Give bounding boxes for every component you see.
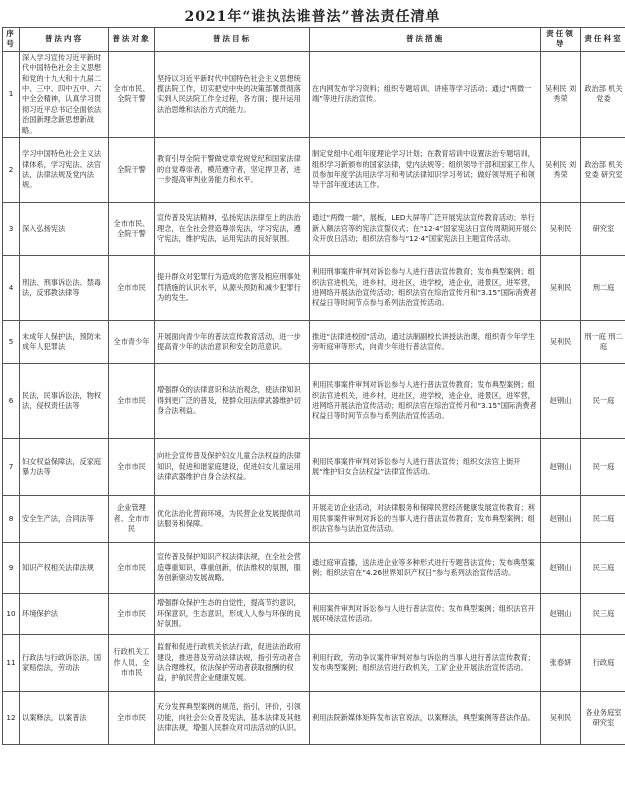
- table-row: [3, 256, 625, 321]
- cell-dept: 民一庭: [581, 364, 625, 439]
- cell-content: 民法，民事诉讼法，物权法，侵权责任法等: [20, 364, 109, 439]
- table-row: [3, 321, 625, 364]
- responsibility-table: [2, 27, 625, 745]
- cell-measures: 利用行政，劳动争议案件审判对参与诉讼的当事人进行普法宣传教育；发布典型案例；组织法官进行政机关，工矿企业开展法治宣传活动。: [310, 635, 541, 692]
- cell-leader: 赵钢山: [541, 364, 581, 439]
- header-cell: 普法目标: [155, 28, 310, 52]
- cell-target: 全市市民: [109, 692, 155, 745]
- cell-no: 4: [3, 256, 20, 321]
- cell-leader: 吴利民 刘秀荣: [541, 51, 581, 137]
- cell-measures: 利用案件审判对诉讼参与人进行普法宣传；发布典型案例；组织法官开展环境法宣传活动。: [310, 594, 541, 635]
- cell-leader: 赵钢山: [541, 594, 581, 635]
- header-cell: 序号: [3, 28, 20, 52]
- table-row: [3, 692, 625, 745]
- cell-measures: 利用民事案件审判对诉讼参与人进行普法宣传；组织女法官上街开展“维护妇女合法权益”法律宣传活动。: [310, 439, 541, 496]
- cell-dept: 民一庭: [581, 439, 625, 496]
- table-row: [3, 635, 625, 692]
- cell-goal: 增强群众保护生态的自觉性，提高节约意识，环保意识，生态意识，形成人人参与环保的良好氛围。: [155, 594, 310, 635]
- cell-target: 全市市民: [109, 594, 155, 635]
- cell-leader: 吴利民: [541, 256, 581, 321]
- cell-no: 3: [3, 203, 20, 256]
- cell-leader: 吴利民 刘秀荣: [541, 138, 581, 203]
- cell-target: 企业管理者、全市市民: [109, 496, 155, 543]
- cell-content: 知识产权相关法律法规: [20, 543, 109, 594]
- cell-leader: 吴利民: [541, 203, 581, 256]
- cell-measures: 通过庭审直播，送法进企业等多种形式进行专题普法宣传；发布典型案例；组织法官在“4.26世界知识产权日”参与系列法治宣传活动。: [310, 543, 541, 594]
- cell-target: 行政机关工作人员，全市市民: [109, 635, 155, 692]
- cell-goal: 教育引导全院干警做党章党规党纪和国家法律的自觉尊崇者，模范遵守者，坚定捍卫者，进一步提高审判业务能力和水平。: [155, 138, 310, 203]
- cell-leader: 张春妍: [541, 635, 581, 692]
- cell-dept: 民三庭: [581, 594, 625, 635]
- table-row: [3, 594, 625, 635]
- cell-measures: 制定党组中心组年度理论学习计划；在教育培训中设置法治专题培训，组织学习新颁布的国家法律，党内法规等；组织领导干部和国家工作人员参加年度学法用法学习和考试法律知识学习考试；做好领导班子和领导干部年度述法工作。: [310, 138, 541, 203]
- cell-dept: 刑一庭 刑二庭: [581, 321, 625, 364]
- cell-leader: 赵钢山: [541, 496, 581, 543]
- table-row: [3, 51, 625, 137]
- table-row: [3, 203, 625, 256]
- cell-no: 5: [3, 321, 20, 364]
- cell-leader: 赵钢山: [541, 543, 581, 594]
- cell-dept: 政治部 机关党委: [581, 51, 625, 137]
- cell-no: 7: [3, 439, 20, 496]
- header-cell: 责任科室: [581, 28, 625, 52]
- cell-no: 12: [3, 692, 20, 745]
- cell-dept: 各业务庭室 研究室: [581, 692, 625, 745]
- cell-content: 环境保护法: [20, 594, 109, 635]
- cell-measures: 开展走访企业活动，对法律服务和保障民营经济健康发展宣传教育；利用民事案件审判对诉讼的当事人进行普法宣传教育；发布典型案例；组织法官参与法治宣传活动。: [310, 496, 541, 543]
- cell-content: 学习中国特色社会主义法律体系，学习宪法、法官法，法律法规及党内法规。: [20, 138, 109, 203]
- table-row: [3, 496, 625, 543]
- cell-dept: 研究室: [581, 203, 625, 256]
- cell-measures: 利用民事案件审判对诉讼参与人进行普法宣传教育；发布典型案例；组织法官进机关，进乡村，进社区，进学校，进企业，进景区，进军营，进网络开展法治宣传活动；组织法官在综治宣传月和“3.15”国际消费者权益日等时间节点参与系列法治宣传活动。: [310, 364, 541, 439]
- cell-target: 全市市民、全院干警: [109, 51, 155, 137]
- cell-goal: 监督和促进行政机关依法行政，促进法治政府建设，推进普及劳动法律法规，指引劳动者合法合理维权，依法保护劳动者获取报酬的权益，护航民营企业健康发展。: [155, 635, 310, 692]
- cell-content: 妇女权益保障法，反家庭暴力法等: [20, 439, 109, 496]
- table-row: [3, 543, 625, 594]
- cell-no: 9: [3, 543, 20, 594]
- cell-no: 8: [3, 496, 20, 543]
- cell-no: 2: [3, 138, 20, 203]
- cell-dept: 刑二庭: [581, 256, 625, 321]
- cell-target: 全市市民、全院干警: [109, 203, 155, 256]
- cell-target: 全市市民: [109, 439, 155, 496]
- cell-measures: 通过“两微一端”，展板，LED大屏等广泛开展宪法宣传教育活动；举行新入额法官等的宪法宣誓仪式；在“12·4”国家宪法日宣传周期间开展公众开放日活动；组织法官参与“12·4”国家宪法日主题宣传活动。: [310, 203, 541, 256]
- cell-no: 10: [3, 594, 20, 635]
- cell-measures: 推进“法律进校园”活动，通过法制副校长讲授法治课，组织青少年学生旁听庭审等形式，向青少年进行普法宣传。: [310, 321, 541, 364]
- cell-content: 行政法与行政诉讼法，国家赔偿法，劳动法: [20, 635, 109, 692]
- cell-target: 全市市民: [109, 364, 155, 439]
- cell-target: 全院干警: [109, 138, 155, 203]
- cell-target: 全市市民: [109, 543, 155, 594]
- cell-dept: 民二庭: [581, 496, 625, 543]
- cell-goal: 优化法治化营商环境，为民营企业发展提供司法服务和保障。: [155, 496, 310, 543]
- cell-content: 刑法、刑事诉讼法、禁毒法，反邪教法律等: [20, 256, 109, 321]
- cell-leader: 吴利民: [541, 692, 581, 745]
- table-header-row: [3, 28, 625, 52]
- cell-content: 以案释法，以案普法: [20, 692, 109, 745]
- cell-no: 1: [3, 51, 20, 137]
- cell-content: 深入弘扬宪法: [20, 203, 109, 256]
- table-row: [3, 439, 625, 496]
- cell-measures: 利用刑事案件审判对诉讼参与人进行普法宣传教育；发布典型案例；组织法官进机关，进乡村，进社区，进学校，进企业，进景区，进军营，进网络开展法治宣传活动；组织法官在综治宣传月和“3.15”国际消费者权益日等时间节点参与系列法治宣传活动。: [310, 256, 541, 321]
- cell-goal: 宣传普及宪法精神，弘扬宪法法律至上的法治理念，在全社会营造尊崇宪法，学习宪法，遵守宪法，维护宪法，运用宪法的良好氛围。: [155, 203, 310, 256]
- cell-goal: 开展面向青少年的普法宣传教育活动，进一步提高青少年的法治意识和安全防范意识。: [155, 321, 310, 364]
- cell-content: 安全生产法，合同法等: [20, 496, 109, 543]
- cell-leader: 吴利民: [541, 321, 581, 364]
- cell-measures: 在内网发布学习资料；组织专题培训、讲座等学习活动；通过“两微一端”等进行法治宣传。: [310, 51, 541, 137]
- cell-dept: 民三庭: [581, 543, 625, 594]
- cell-no: 6: [3, 364, 20, 439]
- table-row: [3, 138, 625, 203]
- cell-no: 11: [3, 635, 20, 692]
- cell-goal: 向社会宣传普及保护妇女儿童合法权益的法律知识，促进和谐家庭建设，促进妇女儿童运用法律武器维护自身合法权益。: [155, 439, 310, 496]
- page-title: 2021年“谁执法谁普法”普法责任清单: [184, 9, 441, 25]
- cell-content: 深入学习宣传习近平新时代中国特色社会主义思想和党的十九大和十九届二中、三中、四中五中、六中全会精神，认真学习贯彻习近平总书记全面依法治国新理念新思想新战略。: [20, 51, 109, 137]
- cell-leader: 赵钢山: [541, 439, 581, 496]
- cell-goal: 坚持以习近平新时代中国特色社会主义思想统揽法院工作，切实把党中央的决策部署贯彻落实到人民法院工作全过程，各方面；提升运用法治思维和法治方式的能力。: [155, 51, 310, 137]
- cell-dept: 政治部 机关党委 研究室: [581, 138, 625, 203]
- cell-goal: 提升群众对犯罪行为造成的危害及相应刑事处罚措施的认识水平，从源头预防和减少犯罪行为的发生。: [155, 256, 310, 321]
- table-row: [3, 364, 625, 439]
- cell-target: 全市青少年: [109, 321, 155, 364]
- cell-goal: 增强群众的法律意识和法治观念，使法律知识得到更广泛的普及，使群众用法律武器维护切身合法利益。: [155, 364, 310, 439]
- header-cell: 普法措施: [310, 28, 541, 52]
- header-cell: 普法内容: [20, 28, 109, 52]
- cell-goal: 充分发挥典型案例的规范，指引，评价，引领功能，向社会公众普及宪法，基本法律及其他法律法规，增强人民群众对司法活动的认识。: [155, 692, 310, 745]
- cell-goal: 宣传普及保护知识产权法律法规，在全社会营造尊重知识，尊重创新，依法维权的氛围，服务创新驱动发展战略。: [155, 543, 310, 594]
- header-cell: 普法对象: [109, 28, 155, 52]
- cell-dept: 行政庭: [581, 635, 625, 692]
- cell-measures: 利用法院新媒体矩阵发布法官说法，以案释法，典型案例等普法作品。: [310, 692, 541, 745]
- cell-target: 全市市民: [109, 256, 155, 321]
- header-cell: 责任领导: [541, 28, 581, 52]
- cell-content: 未成年人保护法，预防未成年人犯罪法: [20, 321, 109, 364]
